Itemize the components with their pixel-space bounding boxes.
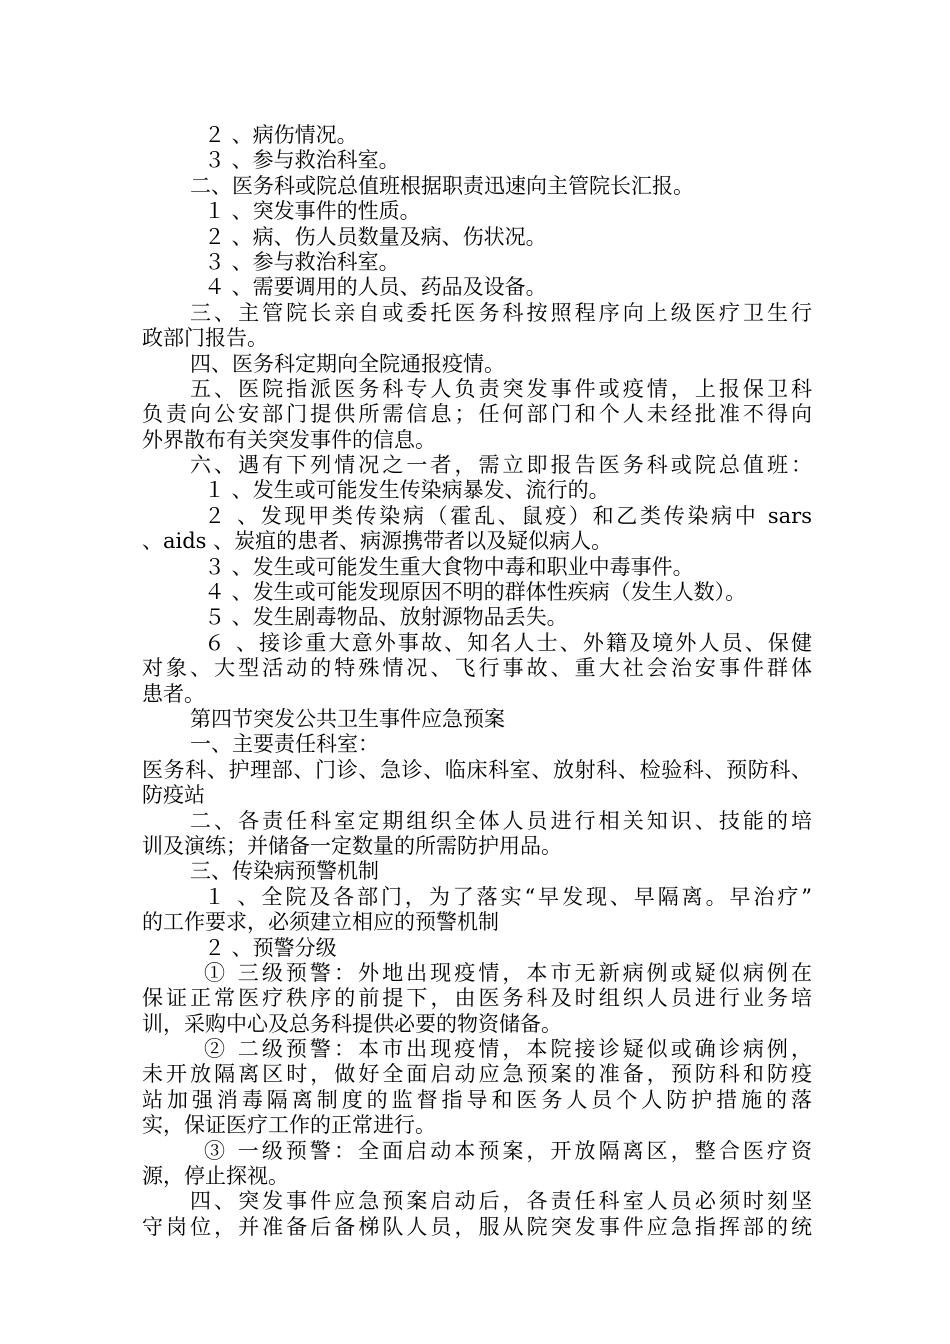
text-line: １ 、突发事件的性质。 — [204, 199, 421, 224]
text-line: 三、主管院长亲自或委托医务科按照程序向上级医疗卫生行 — [190, 300, 812, 325]
text-line: 源，停止探视。 — [142, 1164, 289, 1189]
text-line: 四、医务科定期向全院通报疫情。 — [190, 351, 505, 376]
text-line: 第四节突发公共卫生事件应急预案 — [190, 706, 505, 731]
text-line: 、aids 、炭疽的患者、病源携带者以及疑似病人。 — [142, 529, 613, 554]
text-line: 四、突发事件应急预案启动后，各责任科室人员必须时刻坚 — [190, 1189, 812, 1214]
text-line: ２ 、发现甲类传染病（霍乱、鼠疫）和乙类传染病中 sars — [204, 503, 812, 528]
text-line: ① 三级预警：外地出现疫情，本市无新病例或疑似病例在 — [204, 960, 812, 985]
text-line: 外界散布有关突发事件的信息。 — [142, 427, 436, 452]
text-line: ３ 、参与救治科室。 — [204, 249, 400, 274]
text-line: 五、医院指派医务科专人负责突发事件或疫情，上报保卫科 — [190, 376, 812, 401]
text-line: 的工作要求，必须建立相应的预警机制 — [142, 910, 499, 935]
text-line: １ 、发生或可能发生传染病暴发、流行的。 — [204, 478, 610, 503]
text-line: ③ 一级预警：全面启动本预案，开放隔离区，整合医疗资 — [204, 1138, 812, 1163]
text-line: ３ 、发生或可能发生重大食物中毒和职业中毒事件。 — [204, 554, 694, 579]
text-line: 二、各责任科室定期组织全体人员进行相关知识、技能的培 — [190, 808, 812, 833]
text-line: ② 二级预警：本市出现疫情，本院接诊疑似或确诊病例， — [204, 1037, 812, 1062]
document-body — [142, 123, 812, 1240]
text-line: 政部门报告。 — [142, 326, 268, 351]
text-line: ３ 、参与救治科室。 — [204, 148, 400, 173]
text-line: 训，采购中心及总务科提供必要的物资储备。 — [142, 1011, 562, 1036]
text-line: 站加强消毒隔离制度的监督指导和医务人员个人防护措施的落 — [142, 1087, 812, 1112]
text-line: ２ 、病伤情况。 — [204, 123, 358, 147]
text-line: 二、医务科或院总值班根据职责迅速向主管院长汇报。 — [190, 173, 694, 198]
text-line: ６ 、接诊重大意外事故、知名人士、外籍及境外人员、保健 — [204, 630, 812, 655]
text-line: 三、传染病预警机制 — [190, 859, 379, 884]
text-line: 守岗位，并准备后备梯队人员，服从院突发事件应急指挥部的统 — [142, 1214, 812, 1239]
text-line: 一、主要责任科室： — [190, 732, 379, 757]
text-line: 医务科、护理部、门诊、急诊、临床科室、放射科、检验科、预防科、 — [142, 757, 812, 782]
text-line: 防疫站 — [142, 783, 205, 808]
text-line: 对象、大型活动的特殊情况、飞行事故、重大社会治安事件群体 — [142, 656, 812, 681]
text-line: 保证正常医疗秩序的前提下，由医务科及时组织人员进行业务培 — [142, 986, 812, 1011]
text-line: 实，保证医疗工作的正常进行。 — [142, 1113, 436, 1138]
text-line: 六、遇有下列情况之一者，需立即报告医务科或院总值班： — [190, 453, 812, 478]
text-line: ４ 、发生或可能发现原因不明的群体性疾病（发生人数）。 — [204, 580, 747, 605]
text-line: １ 、全院及各部门，为了落实“早发现、早隔离。早治疗” — [204, 884, 812, 909]
text-line: 负责向公安部门提供所需信息；任何部门和个人未经批准不得向 — [142, 402, 812, 427]
text-line: ４ 、需要调用的人员、药品及设备。 — [204, 275, 547, 300]
text-line: 训及演练；并储备一定数量的所需防护用品。 — [142, 833, 562, 858]
text-line: ５ 、发生剧毒物品、放射源物品丢失。 — [204, 605, 568, 630]
text-line: 未开放隔离区时，做好全面启动应急预案的准备，预防科和防疫 — [142, 1062, 812, 1087]
text-line: 患者。 — [142, 681, 205, 706]
text-line: ２ 、预警分级 — [204, 935, 337, 960]
text-line: ２ 、病、伤人员数量及病、伤状况。 — [204, 224, 547, 249]
